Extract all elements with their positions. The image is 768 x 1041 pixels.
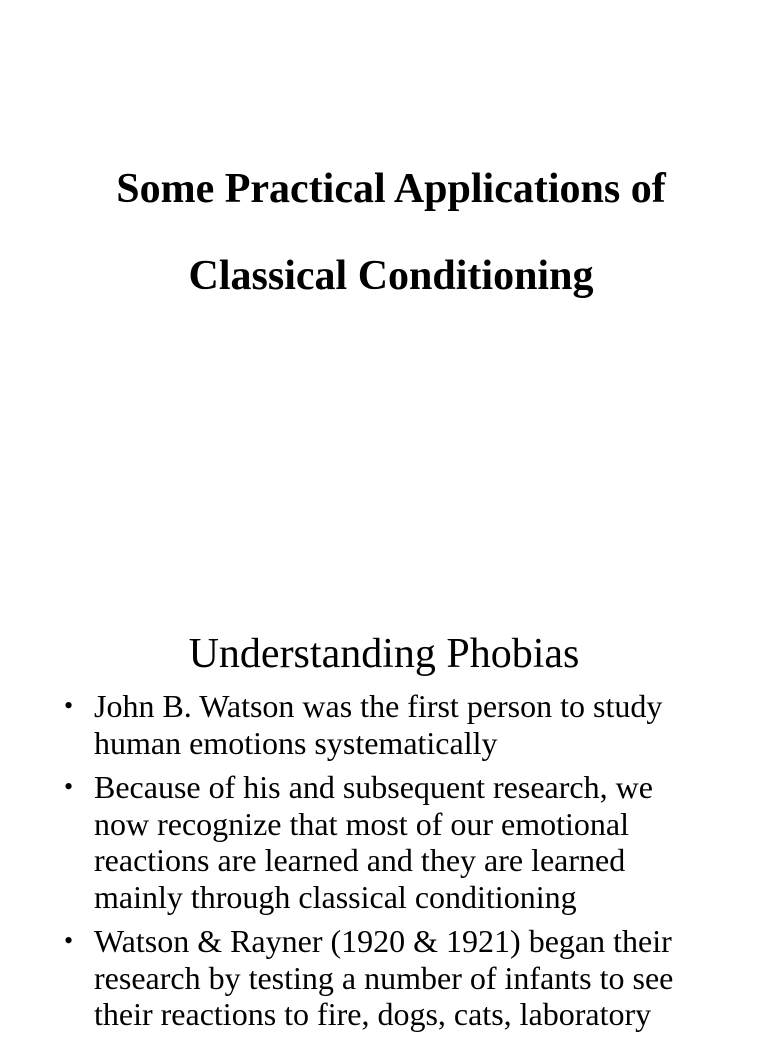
bullet-text-line: research by testing a number of infants to see — [94, 959, 674, 996]
bullet-text-line: their reactions to fire, dogs, cats, laboratory — [94, 996, 652, 1032]
slide-title-line-2: Classical Conditioning — [188, 253, 594, 299]
bullet-item — [0, 769, 768, 915]
bullet-icon: • — [64, 772, 74, 801]
slide-title-line-1: Some Practical Applications of — [116, 166, 666, 212]
bullet-item — [0, 688, 768, 761]
bullet-icon: • — [64, 691, 74, 720]
bullet-text-line: John B. Watson was the first person to study — [94, 688, 663, 724]
bullet-text-line: now recognize that most of our emotional — [94, 805, 629, 842]
bullet-text-line: Because of his and subsequent research, we — [94, 769, 653, 805]
bullet-text-line: human emotions systematically — [94, 724, 498, 761]
bullet-text-line: Watson & Rayner (1920 & 1921) began their — [94, 923, 672, 959]
bullet-item — [0, 923, 768, 1033]
bullet-text-line: mainly through classical conditioning — [94, 878, 577, 915]
bullet-list — [0, 688, 768, 1041]
bullet-icon: • — [64, 926, 74, 955]
section-heading: Understanding Phobias — [188, 631, 580, 677]
bullet-text-line: reactions are learned and they are learned — [94, 842, 626, 878]
slide-title — [0, 146, 768, 320]
